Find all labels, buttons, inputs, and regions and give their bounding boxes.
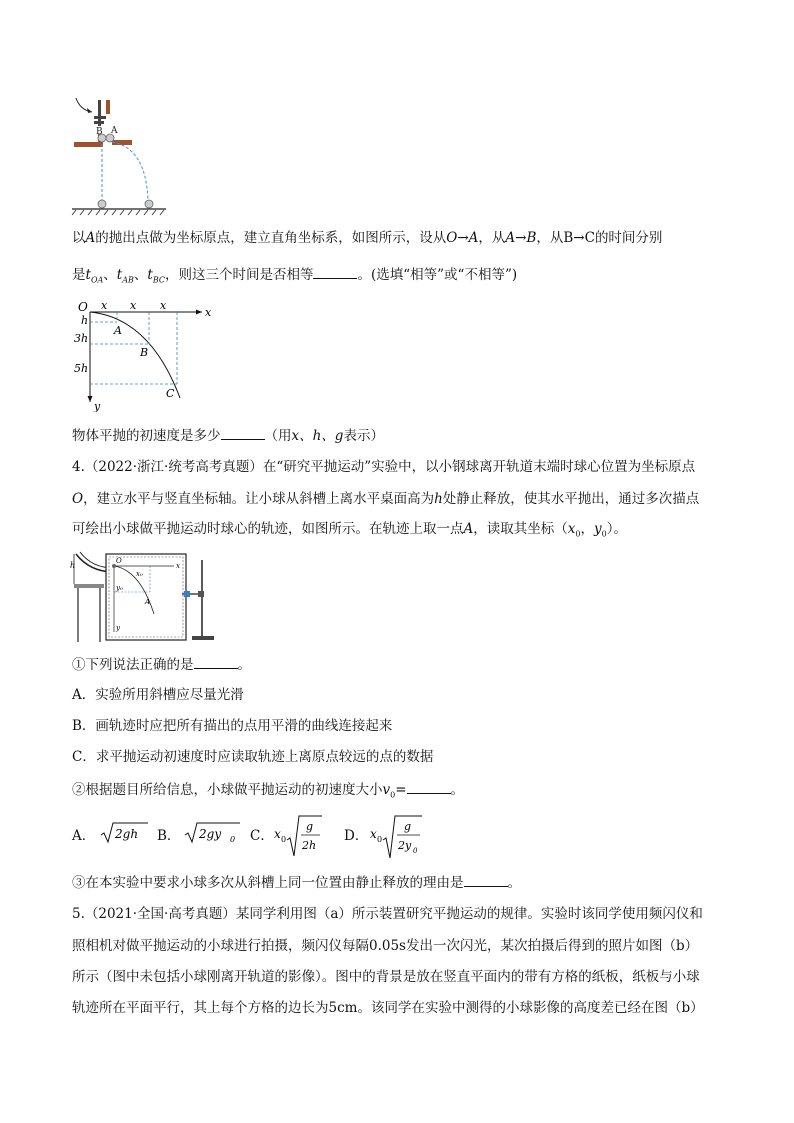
initial-velocity-question: 物体平抛的初速度是多少 （用x、h、g表示） — [72, 425, 384, 446]
sub2-option-A-radical — [100, 820, 150, 846]
sub2-prompt: ②根据题目所给信息，小球做平抛运动的初速度大小$v_0=$ 。 — [72, 779, 464, 806]
sub2-option-B-radical — [184, 820, 244, 846]
origin-label: O — [78, 300, 88, 314]
q4-line3: 可绘出小球做平抛运动时球心的轨迹，如图所示。在轨迹上取一点A，读取其坐标（$x_0$，$y_0$）。 — [72, 521, 627, 539]
sub2-option-D-den-sub: 0 — [413, 847, 418, 855]
sub2-option-D-num: g — [404, 820, 412, 833]
sub2-option-A-expr: 2gh — [115, 827, 139, 841]
fig3-x0-label: x₀ — [136, 570, 143, 578]
q5-line4: 轨迹所在平面平行，其上每个方格的边长为5cm。该同学在实验中测得的小球影像的高度差已经在图（b） — [72, 1000, 704, 1016]
sub2-option-D-label: D． — [344, 828, 369, 844]
answer-blank-2 — [221, 425, 265, 440]
sub1-option-C: C．求平抛运动初速度时应读取轨迹上离原点较远的点的数据 — [72, 749, 434, 765]
x-axis-label: x — [205, 306, 212, 319]
5h-label: 5h — [74, 362, 89, 375]
fig3-A-label: A — [145, 598, 151, 606]
sub1-option-A: A．实验所用斜槽应尽量光滑 — [72, 687, 244, 703]
x-segment-label-1: x — [101, 299, 108, 312]
3h-label: 3h — [74, 332, 89, 345]
answer-blank-5 — [464, 872, 508, 887]
q5-line2: 照相机对做平抛运动的小球进行拍摄，频闪仪每隔0.05s发出一次闪光，某次拍摄后得到的照片如图（b） — [72, 938, 699, 954]
sub2-option-C-num: g — [306, 820, 314, 833]
paragraph-time-question-line1: 以A的抛出点做为坐标原点，建立直角坐标系，如图所示，设从O→A，从A→B，从B→C的时间分别 — [72, 230, 663, 246]
sub2-option-D-sub: 0 — [377, 835, 383, 844]
point-B-label: B — [140, 346, 149, 359]
point-C-label: C — [166, 387, 175, 400]
sub2-option-C-expression — [274, 814, 324, 860]
sub2-option-A-label: A． — [72, 828, 96, 844]
sub2-option-B-sub: 0 — [230, 835, 236, 844]
sub3-prompt: ③在本实验中要求小球多次从斜槽上同一位置由静止释放的理由是 。 — [72, 872, 521, 893]
paragraph-time-question-line2: 是$t_{OA}$、$t_{AB}$、$t_{BC}$，则这三个时间是否相等 。(选填“相等”或“不相等”) — [72, 264, 517, 291]
sub2-option-C-label: C． — [250, 828, 274, 844]
answer-blank-3 — [194, 654, 238, 669]
fig3-y-label: y — [116, 624, 120, 632]
sub2-option-D-den: 2y — [398, 839, 412, 852]
sub2-option-C-x: x — [274, 827, 281, 841]
q5-line1: 5.（2021·全国·高考真题）某同学利用图（a）所示装置研究平抛运动的规律。实验时该同学使用频闪仪和 — [72, 906, 703, 922]
q4-line1: 4.（2022·浙江·统考高考真题）在“研究平抛运动”实验中，以小钢球离开轨道末端时球心位置为坐标原点 — [72, 459, 696, 475]
sub2-option-B-expr: 2gy — [199, 827, 222, 841]
sub2-option-C-sub: 0 — [281, 835, 287, 844]
fig3-y0-label: y₀ — [116, 584, 123, 592]
y-axis-label: y — [94, 400, 101, 412]
x-segment-label-2: x — [130, 299, 137, 312]
sub2-option-D-expression — [370, 814, 426, 862]
q5-line3: 所示（图中未包括小球刚离开轨道的影像）。图中的背景是放在竖直平面内的带有方格的纸板，纸板与小球 — [72, 969, 700, 985]
sub2-option-B-label: B． — [157, 828, 181, 844]
h-label: h — [81, 314, 89, 327]
answer-blank-1 — [313, 264, 357, 279]
sub2-option-C-den: 2h — [302, 839, 317, 852]
sub2-option-D-x: x — [370, 827, 377, 841]
fig3-origin-label: O — [116, 557, 122, 565]
label-A: A — [111, 126, 118, 136]
sub1-prompt: ①下列说法正确的是 。 — [72, 654, 251, 675]
experiment-setup-figure — [70, 546, 220, 646]
label-B: B — [96, 127, 103, 137]
apparatus-figure — [68, 92, 168, 216]
trajectory-diagram — [70, 298, 220, 412]
answer-blank-4 — [407, 779, 451, 794]
x-segment-label-3: x — [160, 299, 167, 312]
point-A-label: A — [114, 324, 122, 337]
fig3-h-label: h — [70, 561, 76, 570]
q4-line2: O，建立水平与竖直坐标轴。让小球从斜槽上离水平桌面高为h处静止释放，使其水平抛出，通过多次描点 — [72, 491, 700, 507]
sub2-options — [72, 814, 472, 862]
fig3-x-label: x — [176, 562, 180, 570]
sub1-option-B: B．画轨迹时应把所有描出的点用平滑的曲线连接起来 — [72, 718, 393, 734]
